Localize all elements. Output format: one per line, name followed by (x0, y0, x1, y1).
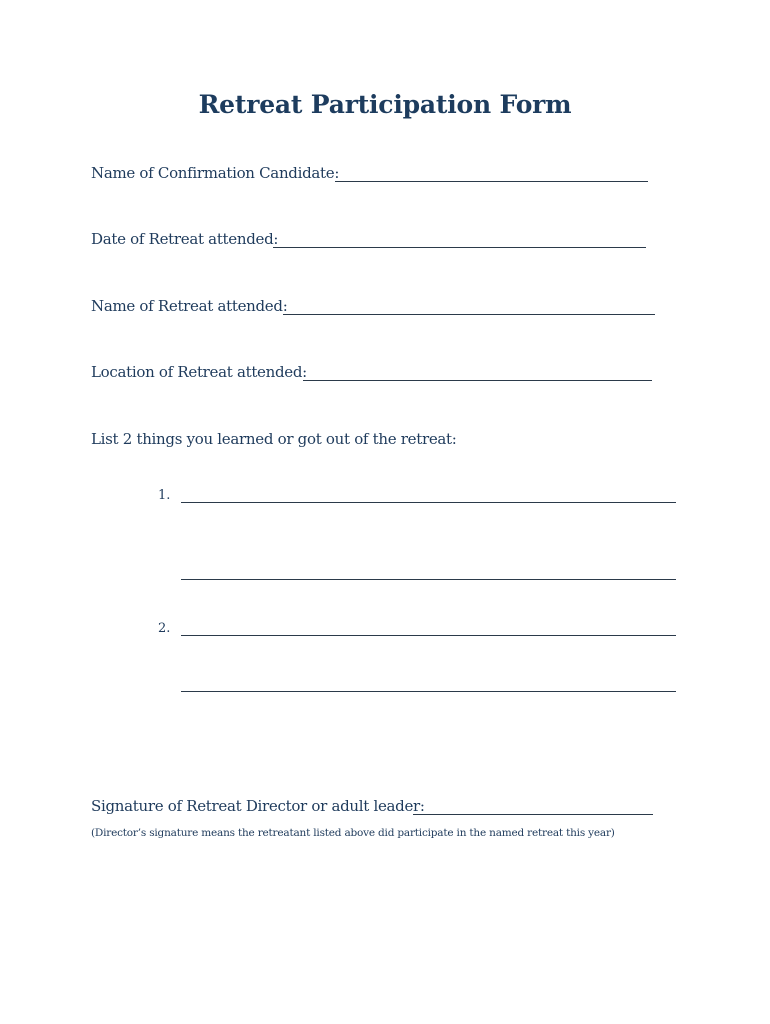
list-number-2: 2. (158, 621, 171, 636)
answer-2-line-2[interactable] (181, 691, 676, 692)
list-prompt: List 2 things you learned or got out of the retreat: (91, 430, 457, 448)
list-number-1: 1. (158, 488, 171, 503)
answer-2-line-1[interactable] (181, 635, 676, 636)
retreat-location-line[interactable] (303, 380, 652, 381)
retreat-name-line[interactable] (283, 314, 655, 315)
candidate-name-line[interactable] (335, 181, 648, 182)
signature-note: (Director’s signature means the retreatant listed above did participate in the named retreat this year) (91, 827, 615, 839)
retreat-date-label: Date of Retreat attended: (91, 230, 279, 248)
answer-1-line-1[interactable] (181, 502, 676, 503)
retreat-location-label: Location of Retreat attended: (91, 363, 307, 381)
candidate-name-label: Name of Confirmation Candidate: (91, 164, 340, 182)
form-title: Retreat Participation Form (198, 90, 572, 119)
retreat-date-line[interactable] (273, 247, 646, 248)
answer-1-line-2[interactable] (181, 579, 676, 580)
signature-label: Signature of Retreat Director or adult leader: (91, 797, 425, 815)
retreat-name-label: Name of Retreat attended: (91, 297, 288, 315)
signature-line[interactable] (413, 814, 653, 815)
